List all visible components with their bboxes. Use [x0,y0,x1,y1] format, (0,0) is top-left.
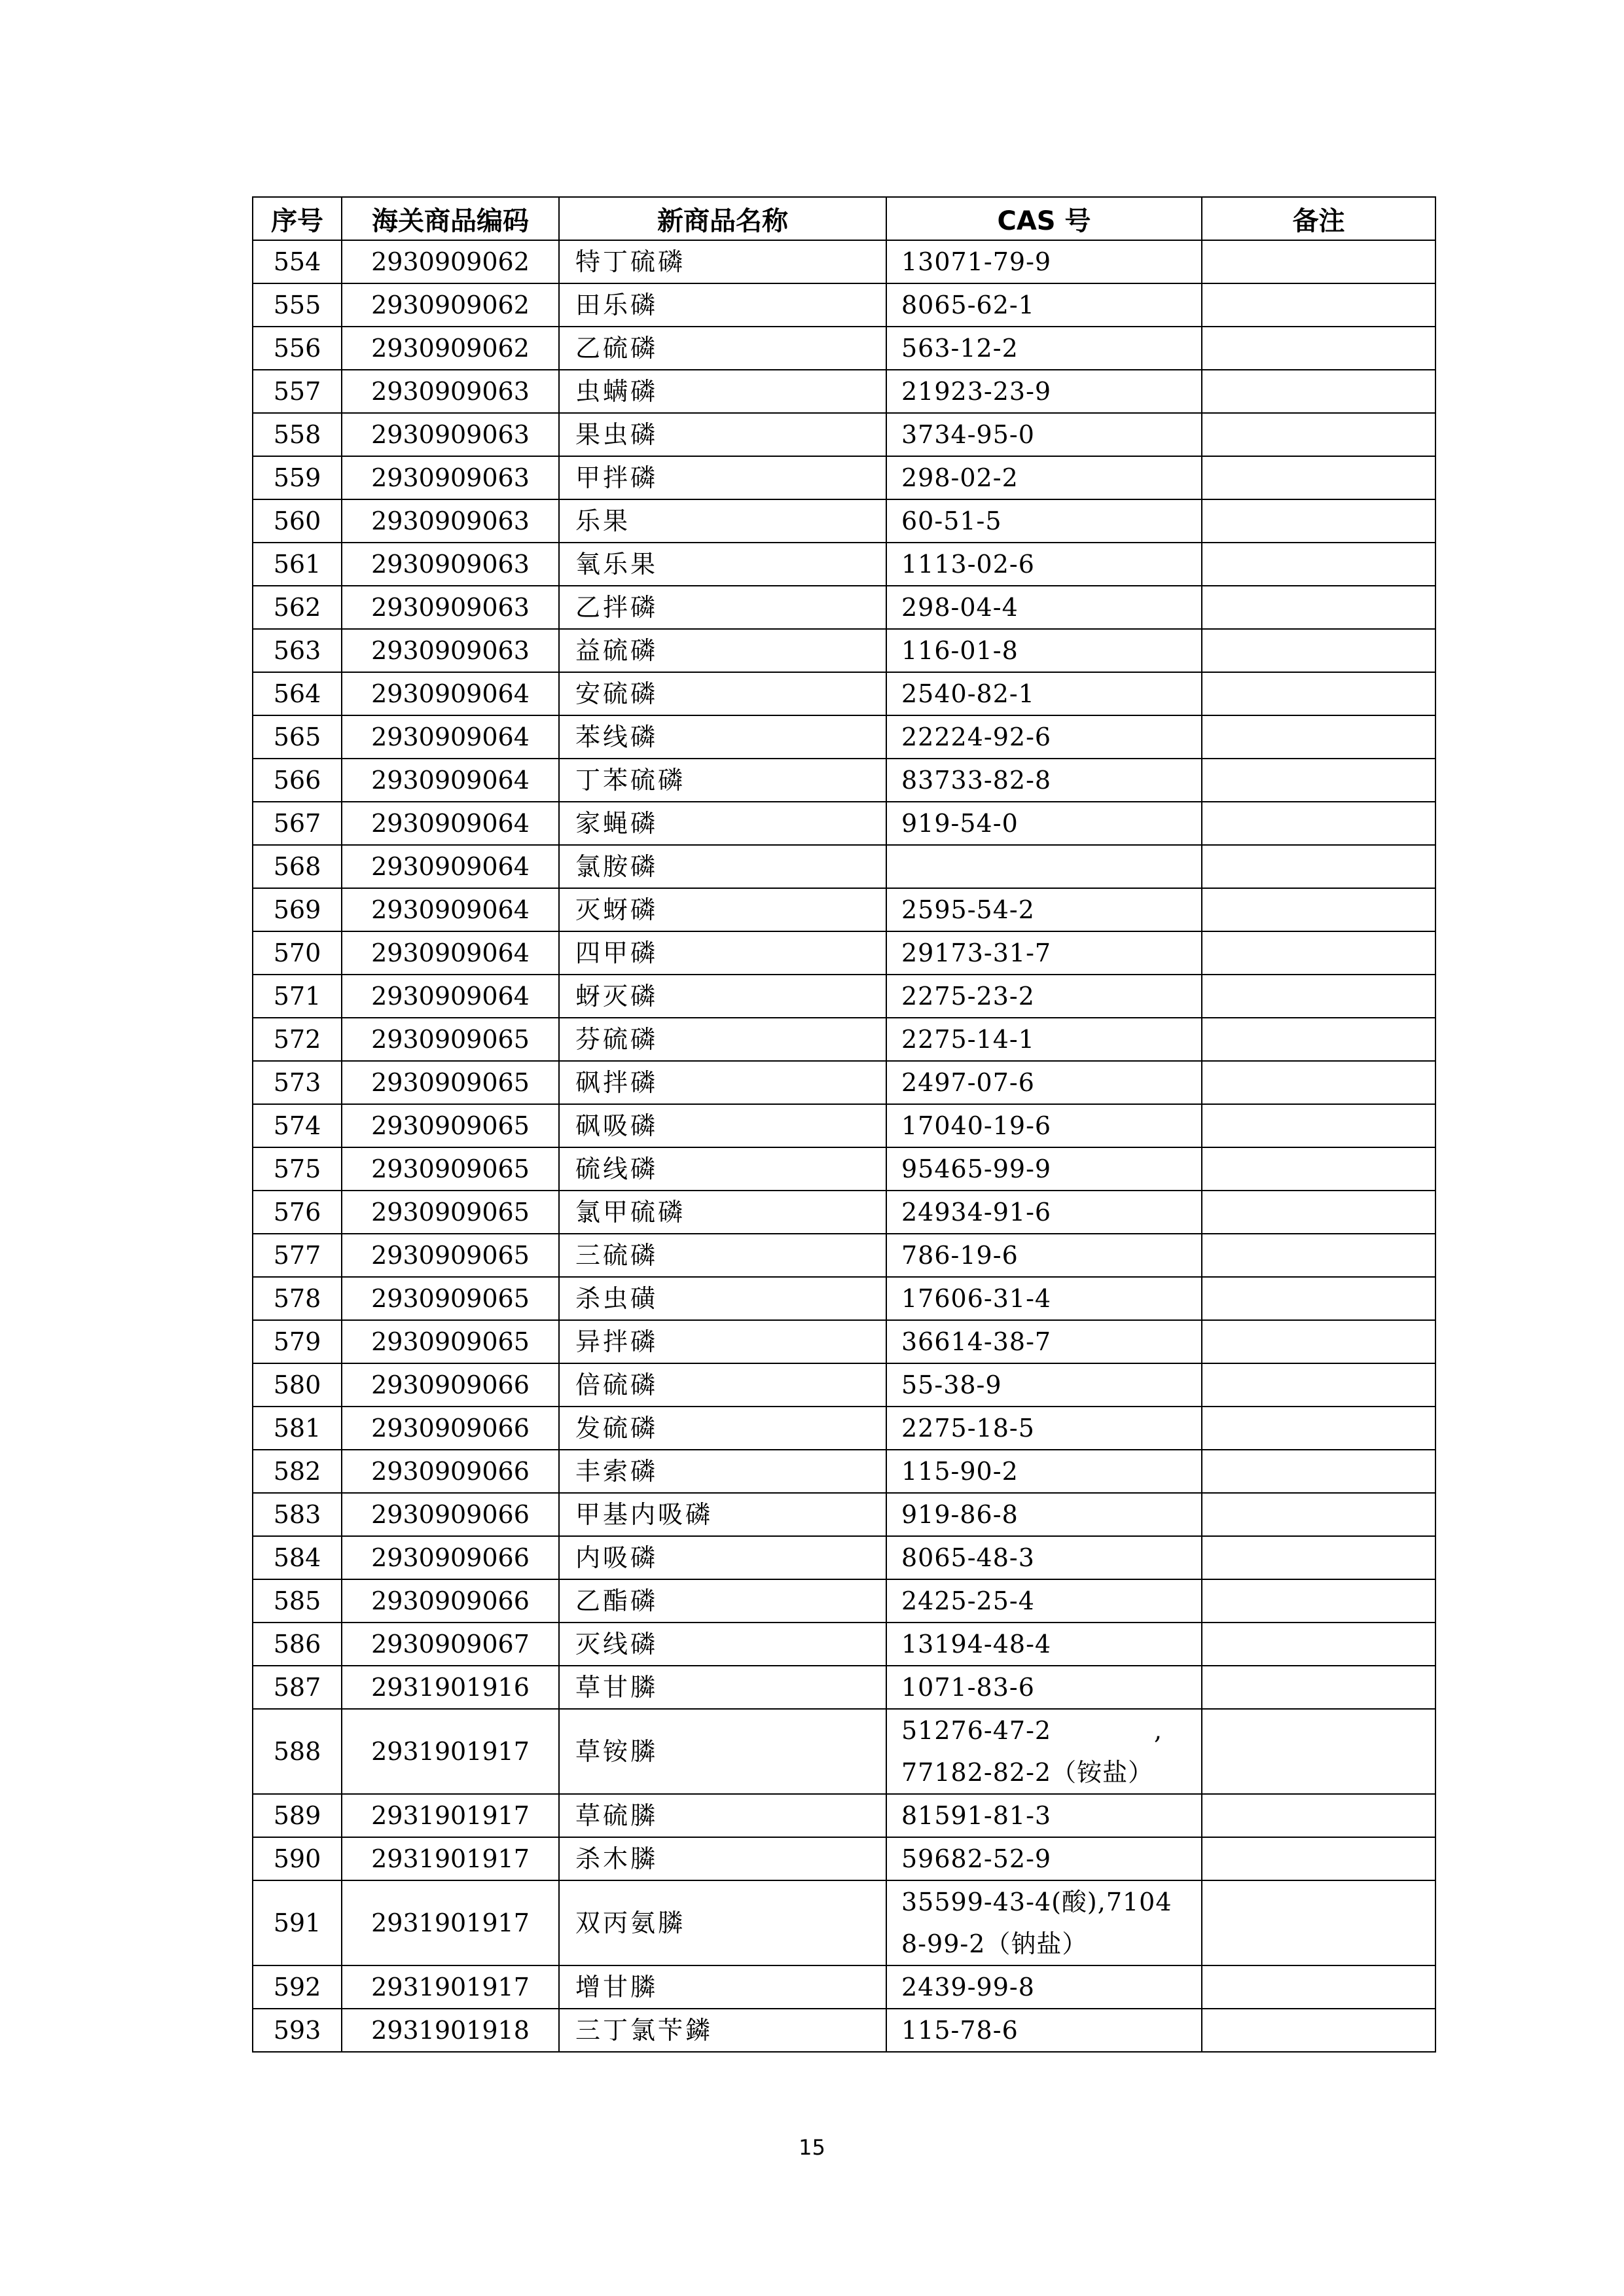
cell-cas [886,1666,1202,1709]
cell-cas [886,586,1202,629]
table-row [253,931,1435,975]
cell-cas [886,1104,1202,1147]
cell-customs-code: 2930909063 [342,586,559,629]
cell-cas [886,1147,1202,1191]
cell-product-name: 苯线磷 [559,715,886,759]
cas-line: 298-04-4 [901,593,1019,622]
cell-note [1202,2009,1435,2052]
cell-cas [886,1965,1202,2009]
table-row [253,1277,1435,1320]
cas-line: 116-01-8 [901,636,1019,665]
cell-customs-code: 2930909063 [342,543,559,586]
cell-customs-code: 2931901917 [342,1709,559,1794]
cell-cas [886,1234,1202,1277]
cell-product-name: 氯甲硫磷 [559,1191,886,1234]
cell-cas [886,715,1202,759]
cas-line: 2275-18-5 [901,1414,1035,1443]
cas-line: 298-02-2 [901,463,1019,492]
table-row [253,327,1435,370]
table-row [253,543,1435,586]
table-body [253,240,1435,2052]
cell-seq: 572 [253,1018,342,1061]
header-customs-code: 海关商品编码 [342,197,559,240]
cell-customs-code: 2930909065 [342,1191,559,1234]
cell-note [1202,1623,1435,1666]
table-row [253,715,1435,759]
cell-seq: 589 [253,1794,342,1837]
cell-customs-code: 2930909064 [342,715,559,759]
table-row [253,1104,1435,1147]
cell-seq: 571 [253,975,342,1018]
cell-seq: 564 [253,672,342,715]
cell-cas [886,413,1202,456]
table-row [253,802,1435,845]
cell-note [1202,1234,1435,1277]
cell-customs-code: 2931901917 [342,1837,559,1880]
cell-product-name: 三丁氯苄鏻 [559,2009,886,2052]
cell-note [1202,1147,1435,1191]
cas-line: 786-19-6 [901,1241,1019,1270]
cell-seq: 592 [253,1965,342,2009]
cell-seq: 582 [253,1450,342,1493]
cas-line: 2439-99-8 [901,1973,1035,2001]
cell-product-name: 家蝇磷 [559,802,886,845]
cell-product-name: 倍硫磷 [559,1363,886,1407]
cell-product-name: 草铵膦 [559,1709,886,1794]
cell-note [1202,1536,1435,1579]
cell-customs-code: 2930909066 [342,1407,559,1450]
cell-note [1202,1450,1435,1493]
cell-product-name: 内吸磷 [559,1536,886,1579]
cell-note [1202,1880,1435,1965]
cell-seq: 566 [253,759,342,802]
cell-note [1202,413,1435,456]
cell-customs-code: 2930909063 [342,629,559,672]
cell-product-name: 安硫磷 [559,672,886,715]
cell-seq: 559 [253,456,342,499]
cell-product-name: 甲基内吸磷 [559,1493,886,1536]
cas-line: 55-38-9 [901,1371,1002,1399]
cell-cas [886,456,1202,499]
cell-note [1202,845,1435,888]
cell-cas [886,2009,1202,2052]
cell-seq: 581 [253,1407,342,1450]
cell-product-name: 丰索磷 [559,1450,886,1493]
cell-cas [886,1061,1202,1104]
cas-line: 115-78-6 [901,2016,1019,2045]
cell-seq: 562 [253,586,342,629]
table-row [253,1709,1435,1794]
cell-seq: 557 [253,370,342,413]
cell-customs-code: 2931901916 [342,1666,559,1709]
cas-line: 81591-81-3 [901,1801,1052,1830]
cell-product-name: 丁苯硫磷 [559,759,886,802]
cell-note [1202,370,1435,413]
table-row [253,1018,1435,1061]
cell-cas [886,1363,1202,1407]
cell-cas [886,283,1202,327]
cell-note [1202,1965,1435,2009]
cell-customs-code: 2930909063 [342,413,559,456]
cell-customs-code: 2930909064 [342,888,559,931]
cell-cas [886,888,1202,931]
cell-customs-code: 2930909064 [342,802,559,845]
table-row [253,1536,1435,1579]
table-row [253,1579,1435,1623]
cas-line: 24934-91-6 [901,1198,1052,1227]
product-table [252,196,1436,2053]
cell-product-name: 益硫磷 [559,629,886,672]
cell-note [1202,931,1435,975]
cell-note [1202,1579,1435,1623]
cell-customs-code: 2930909066 [342,1493,559,1536]
cell-note [1202,543,1435,586]
table-row [253,370,1435,413]
cell-product-name: 甲拌磷 [559,456,886,499]
cas-line: 59682-52-9 [901,1844,1052,1873]
cell-customs-code: 2930909062 [342,283,559,327]
cell-product-name: 杀木膦 [559,1837,886,1880]
table-row [253,1320,1435,1363]
cell-customs-code: 2930909064 [342,931,559,975]
header-product-name: 新商品名称 [559,197,886,240]
cell-product-name: 蚜灭磷 [559,975,886,1018]
cell-product-name: 三硫磷 [559,1234,886,1277]
cell-cas [886,1880,1202,1965]
cell-cas [886,672,1202,715]
cell-seq: 580 [253,1363,342,1407]
cell-note [1202,1363,1435,1407]
cell-seq: 556 [253,327,342,370]
cell-cas [886,1493,1202,1536]
table-row [253,240,1435,283]
table-row [253,1965,1435,2009]
cell-customs-code: 2930909063 [342,499,559,543]
cas-line: 21923-23-9 [901,377,1052,406]
table-row [253,1407,1435,1450]
cell-seq: 590 [253,1837,342,1880]
table-row [253,629,1435,672]
table-row [253,759,1435,802]
cell-customs-code: 2930909065 [342,1277,559,1320]
cell-customs-code: 2931901917 [342,1965,559,2009]
cell-seq: 563 [253,629,342,672]
cell-customs-code: 2930909066 [342,1363,559,1407]
cas-line: 1113-02-6 [901,550,1035,579]
cell-product-name: 砜拌磷 [559,1061,886,1104]
cell-product-name: 草甘膦 [559,1666,886,1709]
cell-product-name: 草硫膦 [559,1794,886,1837]
cell-seq: 583 [253,1493,342,1536]
cell-seq: 567 [253,802,342,845]
cell-customs-code: 2930909064 [342,759,559,802]
cell-note [1202,1191,1435,1234]
cell-customs-code: 2931901918 [342,2009,559,2052]
cas-line: 8065-62-1 [901,291,1035,319]
cell-cas [886,1407,1202,1450]
cell-note [1202,759,1435,802]
cell-product-name: 硫线磷 [559,1147,886,1191]
cell-cas [886,1837,1202,1880]
cell-cas [886,499,1202,543]
table-row [253,1147,1435,1191]
header-seq: 序号 [253,197,342,240]
cas-line: 95465-99-9 [901,1155,1052,1183]
cell-seq: 593 [253,2009,342,2052]
table-row [253,1450,1435,1493]
cas-line: 919-86-8 [901,1500,1019,1529]
cell-customs-code: 2930909064 [342,672,559,715]
cell-cas [886,240,1202,283]
cell-seq: 584 [253,1536,342,1579]
cas-line: 1071-83-6 [901,1673,1035,1702]
cell-customs-code: 2930909065 [342,1147,559,1191]
table-row [253,1794,1435,1837]
cas-line: 919-54-0 [901,809,1019,838]
cell-seq: 591 [253,1880,342,1965]
cell-product-name: 砜吸磷 [559,1104,886,1147]
cell-cas [886,802,1202,845]
cell-note [1202,499,1435,543]
cell-seq: 576 [253,1191,342,1234]
cell-note [1202,1018,1435,1061]
table-row [253,1061,1435,1104]
cell-note [1202,888,1435,931]
cell-customs-code: 2930909064 [342,845,559,888]
table-row [253,1234,1435,1277]
cell-seq: 560 [253,499,342,543]
cell-seq: 579 [253,1320,342,1363]
cell-note [1202,1709,1435,1794]
cell-customs-code: 2930909065 [342,1018,559,1061]
cell-note [1202,1277,1435,1320]
cas-line: 36614-38-7 [901,1327,1052,1356]
cell-product-name: 灭蚜磷 [559,888,886,931]
cas-line: 35599-43-4(酸),7104 [901,1888,1172,1916]
cell-product-name: 田乐磷 [559,283,886,327]
table-row [253,499,1435,543]
cell-note [1202,456,1435,499]
cas-line: 17606-31-4 [901,1284,1052,1313]
cell-cas [886,1450,1202,1493]
cell-cas [886,931,1202,975]
cas-line: 13194-48-4 [901,1630,1052,1659]
cell-seq: 575 [253,1147,342,1191]
table-row [253,1666,1435,1709]
cell-seq: 561 [253,543,342,586]
cell-cas [886,370,1202,413]
cas-line: 563-12-2 [901,334,1019,363]
cell-cas [886,1320,1202,1363]
cas-line: 17040-19-6 [901,1111,1052,1140]
cell-seq: 577 [253,1234,342,1277]
cell-customs-code: 2930909066 [342,1536,559,1579]
cell-cas [886,327,1202,370]
header-cas: CAS 号 [886,197,1202,240]
cell-customs-code: 2931901917 [342,1880,559,1965]
cas-line: 29173-31-7 [901,939,1052,967]
cell-product-name: 果虫磷 [559,413,886,456]
table-row [253,2009,1435,2052]
cas-line: 2275-14-1 [901,1025,1035,1054]
cell-note [1202,586,1435,629]
cell-note [1202,802,1435,845]
cell-cas [886,1579,1202,1623]
cell-seq: 587 [253,1666,342,1709]
cell-product-name: 芬硫磷 [559,1018,886,1061]
cas-line: 51276-47-2 , [901,1716,1163,1745]
cell-product-name: 灭线磷 [559,1623,886,1666]
cell-note [1202,327,1435,370]
cell-seq: 574 [253,1104,342,1147]
cell-customs-code: 2930909062 [342,327,559,370]
table-row [253,1493,1435,1536]
cas-line: 3734-95-0 [901,420,1035,449]
cell-seq: 568 [253,845,342,888]
cas-line: 2595-54-2 [901,895,1035,924]
cas-line: 2275-23-2 [901,982,1035,1011]
cell-seq: 588 [253,1709,342,1794]
cell-product-name: 虫螨磷 [559,370,886,413]
cell-product-name: 异拌磷 [559,1320,886,1363]
cell-note [1202,1320,1435,1363]
cell-seq: 555 [253,283,342,327]
page-number: 15 [799,2135,825,2160]
cell-customs-code: 2930909065 [342,1234,559,1277]
cell-cas [886,975,1202,1018]
cell-note [1202,1104,1435,1147]
cell-product-name: 杀虫磺 [559,1277,886,1320]
cell-cas [886,1794,1202,1837]
table-row [253,888,1435,931]
cell-seq: 570 [253,931,342,975]
cell-product-name: 氯胺磷 [559,845,886,888]
cell-cas [886,759,1202,802]
cas-line: 8065-48-3 [901,1543,1035,1572]
cas-line: 60-51-5 [901,507,1002,535]
cell-note [1202,1794,1435,1837]
cas-line: 115-90-2 [901,1457,1019,1486]
cas-line: 2425-25-4 [901,1587,1035,1615]
cell-product-name: 乙拌磷 [559,586,886,629]
table-row [253,413,1435,456]
cell-product-name: 乐果 [559,499,886,543]
cell-note [1202,715,1435,759]
cell-customs-code: 2930909066 [342,1450,559,1493]
cell-seq: 586 [253,1623,342,1666]
cell-note [1202,283,1435,327]
table-header-row [253,197,1435,240]
cell-cas [886,1191,1202,1234]
cell-note [1202,1407,1435,1450]
cell-seq: 578 [253,1277,342,1320]
cell-cas [886,845,1202,888]
cell-note [1202,975,1435,1018]
cell-customs-code: 2930909065 [342,1061,559,1104]
cell-customs-code: 2930909066 [342,1579,559,1623]
table-row [253,672,1435,715]
cell-customs-code: 2931901917 [342,1794,559,1837]
table-row [253,456,1435,499]
cell-customs-code: 2930909062 [342,240,559,283]
cell-seq: 554 [253,240,342,283]
cell-seq: 573 [253,1061,342,1104]
cas-line: 8-99-2（钠盐） [901,1929,1088,1958]
cell-product-name: 四甲磷 [559,931,886,975]
cell-seq: 565 [253,715,342,759]
cell-seq: 585 [253,1579,342,1623]
cell-cas [886,1018,1202,1061]
cell-cas [886,1623,1202,1666]
cell-customs-code: 2930909067 [342,1623,559,1666]
cell-note [1202,1666,1435,1709]
cell-note [1202,629,1435,672]
header-note: 备注 [1202,197,1435,240]
cell-customs-code: 2930909063 [342,456,559,499]
table-row [253,1880,1435,1965]
cell-cas [886,629,1202,672]
cas-line: 2540-82-1 [901,679,1035,708]
table-row [253,1837,1435,1880]
table-row [253,586,1435,629]
cas-line: 13071-79-9 [901,247,1052,276]
cell-product-name: 乙硫磷 [559,327,886,370]
cell-cas [886,543,1202,586]
cas-line: 83733-82-8 [901,766,1052,795]
cell-customs-code: 2930909064 [342,975,559,1018]
cas-line: 77182-82-2（铵盐） [901,1758,1154,1787]
cas-line: 2497-07-6 [901,1068,1035,1097]
cell-product-name: 氧乐果 [559,543,886,586]
cell-customs-code: 2930909063 [342,370,559,413]
cell-product-name: 特丁硫磷 [559,240,886,283]
cell-seq: 558 [253,413,342,456]
cell-note [1202,672,1435,715]
cell-seq: 569 [253,888,342,931]
cell-cas [886,1709,1202,1794]
cell-product-name: 乙酯磷 [559,1579,886,1623]
table-row [253,845,1435,888]
cas-line: 22224-92-6 [901,723,1052,751]
table-row [253,1363,1435,1407]
cell-cas [886,1536,1202,1579]
cell-note [1202,1061,1435,1104]
cell-cas [886,1277,1202,1320]
cell-note [1202,1493,1435,1536]
table-row [253,1623,1435,1666]
cell-note [1202,240,1435,283]
cell-note [1202,1837,1435,1880]
cell-product-name: 发硫磷 [559,1407,886,1450]
cell-customs-code: 2930909065 [342,1320,559,1363]
table-row [253,975,1435,1018]
cell-customs-code: 2930909065 [342,1104,559,1147]
cell-product-name: 增甘膦 [559,1965,886,2009]
cell-product-name: 双丙氨膦 [559,1880,886,1965]
table-row [253,1191,1435,1234]
table-row [253,283,1435,327]
